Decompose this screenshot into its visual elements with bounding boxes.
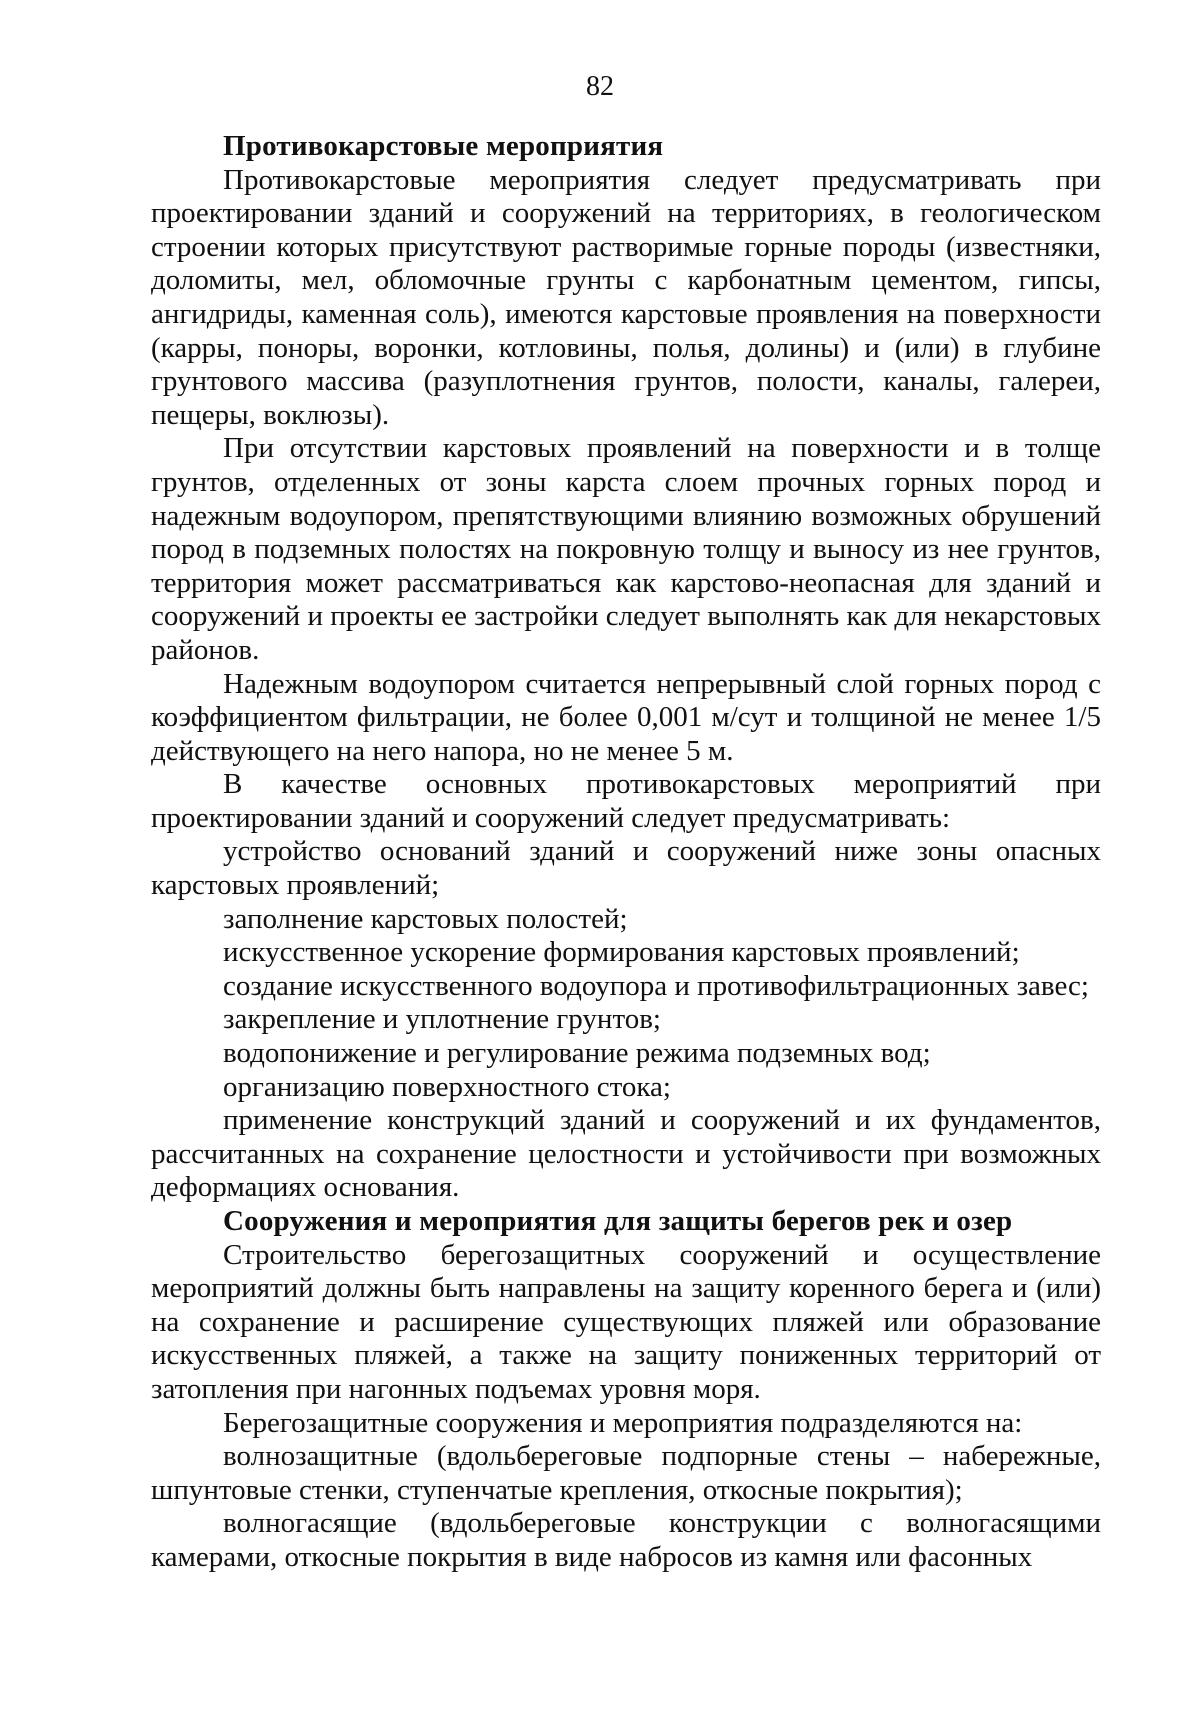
list-item: применение конструкций зданий и сооружений и их фундаментов, рассчитанных на сохранение целостности и устойчивости при возможных деформациях основания. <box>151 1104 1101 1204</box>
paragraph: В качестве основных противокарстовых мероприятий при проектировании зданий и сооружений следует предусматривать: <box>151 768 1101 834</box>
list-item: водопонижение и регулирование режима подземных вод; <box>223 1037 931 1070</box>
section-heading-shore-protection: Сооружения и мероприятия для защиты берегов рек и озер <box>223 1205 1013 1237</box>
list-item: волнозащитные (вдольбереговые подпорные стены – набережные, шпунтовые стенки, ступенчатые крепления, откосные покрытия); <box>151 1440 1101 1506</box>
paragraph: Надежным водоупором считается непрерывный слой горных пород с коэффициентом фильтрации, не более 0,001 м/сут и толщиной не менее 1/5 действующего на него напора, но не менее 5 м. <box>151 667 1101 767</box>
list-item: волногасящие (вдольбереговые конструкции с волногасящими камерами, откосные покрытия в виде набросов из камня или фасонных <box>151 1507 1101 1573</box>
section-heading-antikarst: Противокарстовые мероприятия <box>223 130 664 162</box>
list-item: устройство оснований зданий и сооружений ниже зоны опасных карстовых проявлений; <box>151 835 1101 902</box>
page-content <box>151 130 1101 1575</box>
paragraph: Строительство берегозащитных сооружений и осуществление мероприятий должны быть направлены на защиту коренного берега и (или) на сохранение и расширение существующих пляжей или образование искусственных пляжей, а также на защиту пониженных территорий от затопления при нагонных подъемах уровня моря. <box>151 1238 1101 1405</box>
list-item: искусственное ускорение формирования карстовых проявлений; <box>223 936 1020 969</box>
paragraph: При отсутствии карстовых проявлений на поверхности и в толще грунтов, отделенных от зоны карста слоем прочных горных пород и надежным водоупором, препятствующими влиянию возможных обрушений пород в подземных полостях на покровную толщу и выносу из нее грунтов, территория может рассматриваться как карстово-неопасная для зданий и сооружений и проекты ее застройки следует выполнять как для некарстовых районов. <box>151 432 1101 666</box>
list-item: организацию поверхностного стока; <box>223 1070 671 1103</box>
list-item: заполнение карстовых полостей; <box>223 902 628 935</box>
list-item: закрепление и уплотнение грунтов; <box>223 1003 661 1036</box>
paragraph: Берегозащитные сооружения и мероприятия подразделяются на: <box>223 1406 1023 1439</box>
list-item: создание искусственного водоупора и противофильтрационных завес; <box>223 969 1089 1002</box>
page-number: 82 <box>586 71 614 102</box>
paragraph: Противокарстовые мероприятия следует предусматривать при проектировании зданий и сооружений на территориях, в геологическом строении которых присутствуют растворимые горные породы (известняки, доломиты, мел, обломочные грунты с карбонатным цементом, гипсы, ангидриды, каменная соль), имеются карстовые проявления на поверхности (карры, поноры, воронки, котловины, полья, долины) и (или) в глубине грунтового массива (разуплотнения грунтов, полости, каналы, галереи, пещеры, воклюзы). <box>151 163 1101 431</box>
